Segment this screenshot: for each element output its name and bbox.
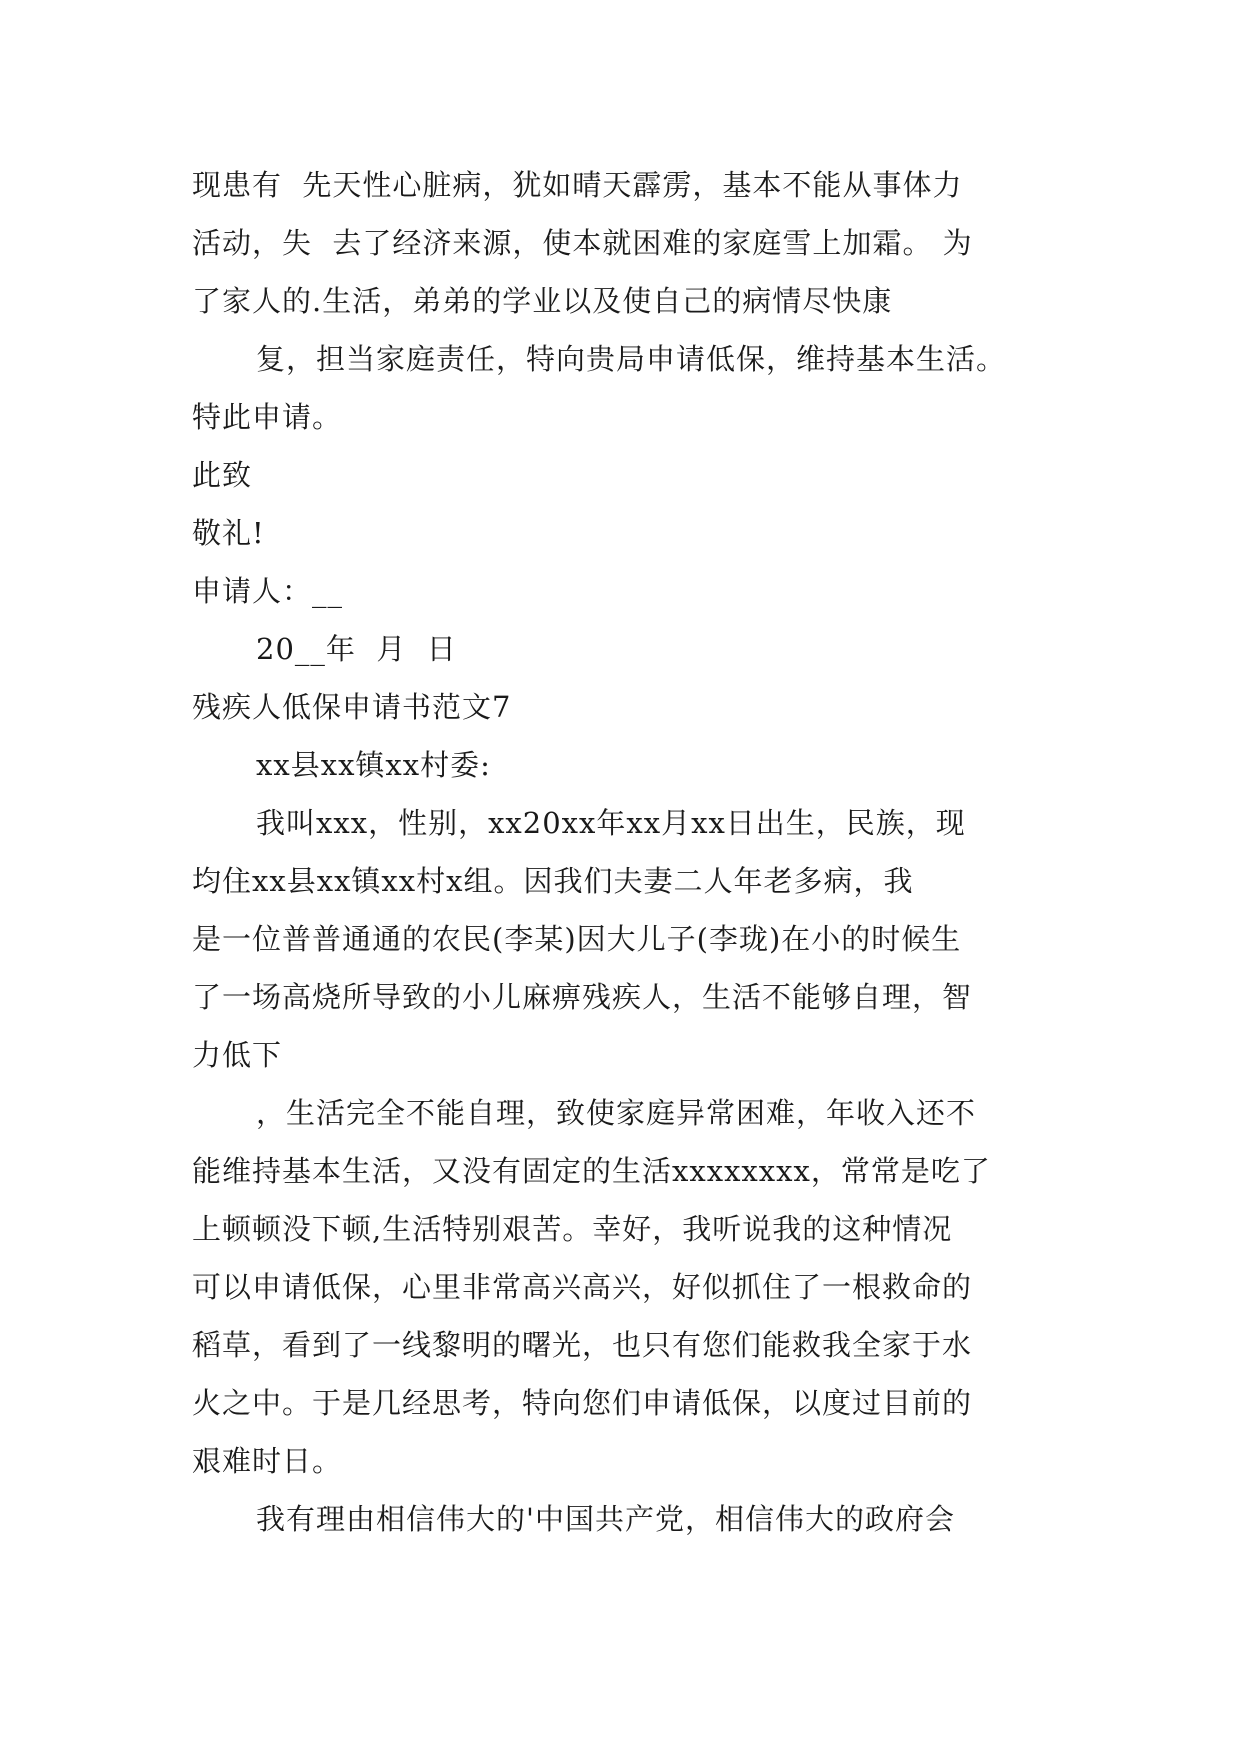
paragraph-line: 可以申请低保，心里非常高兴高兴，好似抓住了一根救命的 (192, 1270, 973, 1304)
section-title: 残疾人低保申请书范文7 (192, 690, 512, 724)
paragraph-line: ，生活完全不能自理，致使家庭异常困难，年收入还不 (256, 1096, 977, 1130)
date-line: 20__年 月 日 (256, 632, 457, 666)
paragraph-line: 火之中。于是几经思考，特向您们申请低保，以度过目前的 (192, 1386, 973, 1420)
paragraph-line: 现患有 先天性心脏病，犹如晴天霹雳，基本不能从事体力 (192, 168, 963, 202)
paragraph-line: 稻草，看到了一线黎明的曙光，也只有您们能救我全家于水 (192, 1328, 973, 1362)
paragraph-line: 复，担当家庭责任，特向贵局申请低保，维持基本生活。 (256, 342, 1007, 376)
closing-regards: 敬礼! (192, 516, 265, 550)
paragraph-line: 是一位普普通通的农民(李某)因大儿子(李珑)在小的时候生 (192, 922, 962, 956)
paragraph-line: 特此申请。 (192, 400, 343, 434)
paragraph-line: 力低下 (192, 1038, 283, 1072)
paragraph-line: 均住xx县xx镇xx村x组。因我们夫妻二人年老多病，我 (192, 864, 914, 898)
paragraph-line: 我叫xxx，性别，xx20xx年xx月xx日出生，民族，现 (256, 806, 966, 840)
paragraph-line: 艰难时日。 (192, 1444, 343, 1478)
paragraph-line: 能维持基本生活，又没有固定的生活xxxxxxxx，常常是吃了 (192, 1154, 991, 1188)
applicant-signature-line: 申请人：__ (192, 574, 344, 608)
paragraph-line: 我有理由相信伟大的'中国共产党，相信伟大的政府会 (256, 1502, 955, 1536)
paragraph-line: 活动，失 去了经济来源，使本就困难的家庭雪上加霜。 为 (192, 226, 973, 260)
paragraph-line: 了家人的.生活，弟弟的学业以及使自己的病情尽快康 (192, 284, 893, 318)
letter-addressee: xx县xx镇xx村委: (256, 748, 491, 782)
paragraph-line: 上顿顿没下顿,生活特别艰苦。幸好，我听说我的这种情况 (192, 1212, 953, 1246)
closing-salutation: 此致 (192, 458, 253, 492)
paragraph-line: 了一场高烧所导致的小儿麻痹残疾人，生活不能够自理，智 (192, 980, 973, 1014)
